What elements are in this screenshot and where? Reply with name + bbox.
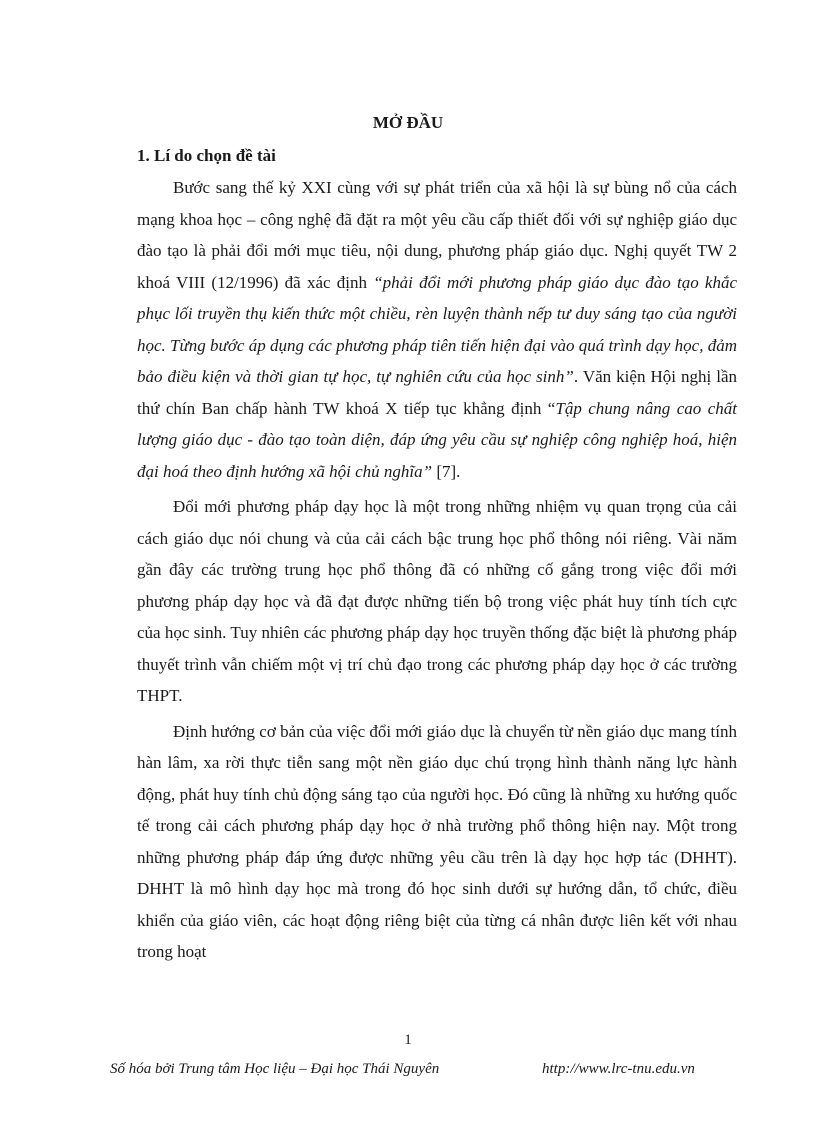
paragraph-1-quote-1: “phải đổi mới phương pháp giáo dục đào tạo khắc phục lối truyền thụ kiến thức một chiều, rèn luyện thành nếp tư duy sáng tạo của người học. Từng bước áp dụng các phương pháp tiên tiến hiện đại vào quá trình dạy học, đảm bảo điều kiện và thời gian tự học, tự nghiên cứu của học sinh”: [137, 272, 738, 386]
paragraph-1-run-1: Bước sang thế kỷ XXI cùng với sự phát triển của xã hội là sự bùng nổ của cách mạng khoa học – công nghệ đã đặt ra một yêu cầu cấp thiết đối với sự nghiệp giáo dục đào tạo là phải đổi mới mục tiêu, nội dung, phương pháp giáo dục. Nghị quyết TW 2 khoá VIII (12/1996) đã xác định: [137, 178, 737, 292]
paragraph-1: [137, 172, 737, 487]
paragraph-2: Đổi mới phương pháp dạy học là một trong những nhiệm vụ quan trọng của cải cách giáo dục nói chung và của cải cách bậc trung học phổ thông nói riêng. Vài năm gần đây các trường trung học phổ thông đã có những cố gắng trong việc đổi mới phương pháp dạy học và đã đạt được những tiến bộ trong việc phát huy tính tích cực của học sinh. Tuy nhiên các phương pháp dạy học truyền thống đặc biệt là phương pháp thuyết trình vẫn chiếm một vị trí chủ đạo trong các phương pháp dạy học ở các trường THPT.: [137, 497, 737, 705]
paragraph-3: Định hướng cơ bản của việc đổi mới giáo dục là chuyển từ nền giáo dục mang tính hàn lâm, xa rời thực tiễn sang một nền giáo dục chú trọng hình thành năng lực hành động, phát huy tính chủ động sáng tạo của người học. Đó cũng là những xu hướng quốc tế trong cải cách phương pháp dạy học ở nhà trường phổ thông hiện nay. Một trong những phương pháp đáp ứng được những yêu cầu trên là dạy học hợp tác (DHHT). DHHT là mô hình dạy học mà trong đó học sinh dưới sự hướng dẫn, tổ chức, điều khiển của giáo viên, các hoạt động riêng biệt của từng cá nhân được liên kết với nhau trong hoạt: [137, 721, 737, 961]
body-text: [137, 172, 737, 968]
footer-link[interactable]: http://www.lrc-tnu.edu.vn: [542, 1061, 695, 1077]
page-heading: MỞ ĐẦU: [372, 113, 444, 132]
paragraph-1-run-3: . Văn kiện Hội nghị lần thứ chín Ban chấp hành TW khoá X tiếp tục khẳng định “: [137, 367, 737, 418]
paragraph-1-citation: [7].: [432, 461, 461, 481]
footer-credit: Số hóa bởi Trung tâm Học liệu – Đại học Thái Nguyên: [110, 1061, 440, 1077]
section-title: 1. Lí do chọn đề tài: [137, 146, 276, 165]
page-number: 1: [404, 1032, 412, 1048]
paragraph-1-quote-2: Tập chung nâng cao chất lượng giáo dục - đào tạo toàn diện, đáp ứng yêu cầu sự nghiệp công nghiệp hoá, hiện đại hoá theo định hướng xã hội chủ nghĩa”: [137, 398, 737, 481]
